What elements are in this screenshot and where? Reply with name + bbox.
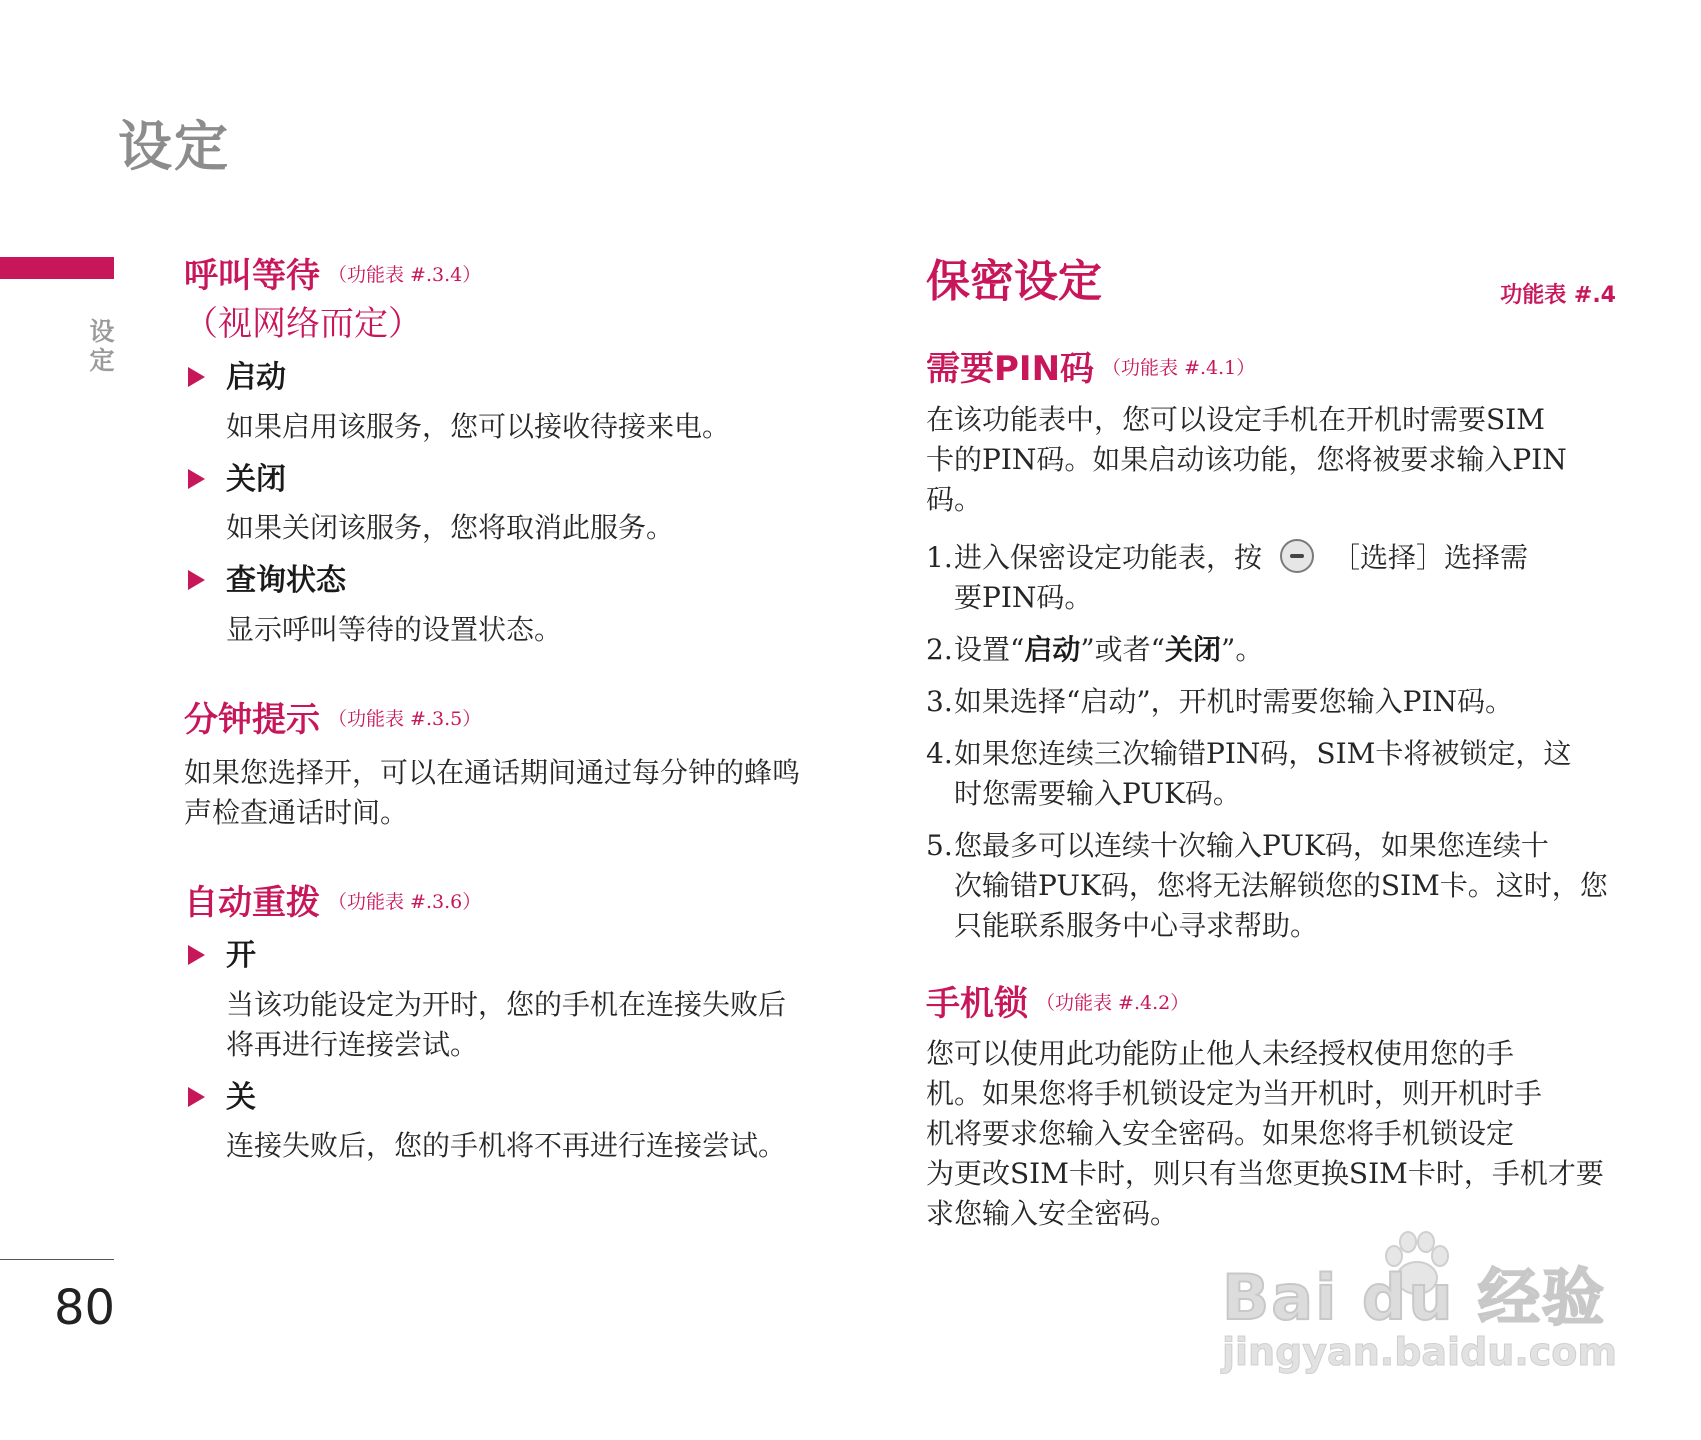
- menu-ref: （功能表 #.3.4）: [328, 264, 482, 286]
- step-text: 要PIN码。: [954, 580, 1093, 614]
- section-security-header: [926, 256, 1616, 309]
- menu-ref: （功能表 #.3.5）: [328, 707, 482, 730]
- menu-ref: （功能表 #.3.6）: [328, 890, 482, 913]
- side-tab-label: 设定: [86, 318, 115, 376]
- heading-title: 手机锁: [926, 983, 1028, 1024]
- section-pin: [926, 349, 1616, 946]
- step-text: 您最多可以连续十次输入PUK码，如果您连续十: [954, 828, 1549, 862]
- heading-title: 呼叫等待: [184, 256, 320, 296]
- heading-title: 需要PIN码: [926, 348, 1095, 389]
- step-bold: 启动: [1024, 632, 1081, 666]
- step-text: 次输错PUK码，您将无法解锁您的SIM卡。这时，您: [954, 868, 1608, 902]
- text-line: 您可以使用此功能防止他人未经授权使用您的手: [926, 1037, 1515, 1071]
- option-label: 启动: [226, 360, 286, 396]
- step-text: 设置“: [954, 632, 1025, 666]
- menu-ref: （功能表 #.4.1）: [1102, 356, 1256, 379]
- text-line: 机将要求您输入安全密码。如果您将手机锁设定: [926, 1117, 1515, 1151]
- section-minute-minder: [184, 700, 864, 833]
- option-description: 如果启用该服务，您可以接收待接来电。: [226, 409, 731, 443]
- baidu-watermark: [1222, 1248, 1622, 1388]
- menu-ref: 功能表 #.4: [1500, 283, 1616, 308]
- text-line: 如果您选择开，可以在通话期间通过每分钟的蜂鸣: [184, 755, 801, 789]
- option-description: [226, 985, 864, 1065]
- text-line: 卡的PIN码。如果启动该功能，您将被要求输入PIN: [926, 442, 1567, 476]
- option-description: [226, 1126, 864, 1166]
- text-line: 声检查通话时间。: [184, 795, 409, 829]
- text-line: 将再进行连接尝试。: [226, 1027, 479, 1061]
- text-line: 码。: [926, 482, 983, 516]
- bullet-triangle-icon: [188, 570, 205, 590]
- bullet-triangle-icon: [188, 945, 205, 965]
- step-bold: 关闭: [1164, 632, 1221, 666]
- text-line: 在该功能表中，您可以设定手机在开机时需要SIM: [926, 402, 1545, 436]
- watermark-brand: Bai du 经验: [1222, 1261, 1607, 1334]
- step-item: [926, 630, 1616, 670]
- section-phone-lock: [926, 984, 1616, 1235]
- text-line: 当该功能设定为开时，您的手机在连接失败后: [226, 987, 787, 1021]
- step-item: [926, 682, 1616, 722]
- bullet-triangle-icon: [188, 1087, 205, 1107]
- step-item: [926, 538, 1616, 618]
- body-paragraph: [184, 753, 864, 833]
- option-label: 关: [226, 1079, 256, 1115]
- right-column: [926, 256, 1616, 1234]
- step-number: 4.: [926, 736, 953, 770]
- page-title: 设定: [118, 115, 230, 178]
- text-line: 求您输入安全密码。: [926, 1197, 1179, 1231]
- option-item: [184, 937, 864, 1065]
- section-heading: [184, 700, 864, 741]
- step-number: 2.: [926, 632, 953, 666]
- chapter-heading: 保密设定: [926, 256, 1102, 307]
- step-list: [926, 538, 1616, 946]
- body-paragraph: [926, 400, 1616, 520]
- section-call-waiting: [184, 256, 864, 650]
- option-item: [184, 359, 864, 447]
- watermark-url: jingyan.baidu.com: [1222, 1330, 1617, 1374]
- step-text: 只能联系服务中心寻求帮助。: [954, 908, 1319, 942]
- step-text: 如果您连续三次输错PIN码，SIM卡将被锁定，这: [954, 736, 1572, 770]
- step-number: 1.: [926, 540, 953, 574]
- option-label: 查询状态: [226, 563, 346, 599]
- page-number-rule: [0, 1259, 114, 1260]
- bullet-triangle-icon: [188, 469, 205, 489]
- option-item: [184, 562, 864, 650]
- step-item: [926, 826, 1616, 946]
- menu-ref: （功能表 #.4.2）: [1036, 991, 1190, 1014]
- section-heading: [184, 256, 864, 297]
- bullet-triangle-icon: [188, 367, 205, 387]
- step-item: [926, 734, 1616, 814]
- step-text: ”或者“: [1080, 632, 1165, 666]
- step-number: 5.: [926, 828, 953, 862]
- option-label: 关闭: [226, 461, 286, 497]
- text-line: 机。如果您将手机锁设定为当开机时，则开机时手: [926, 1077, 1543, 1111]
- option-item: [184, 461, 864, 549]
- step-text: ”。: [1221, 632, 1264, 666]
- step-text: 如果选择“启动”，开机时需要您输入PIN码。: [954, 684, 1514, 718]
- text-line: 为更改SIM卡时，则只有当您更换SIM卡时，手机才要: [926, 1157, 1604, 1191]
- section-auto-redial: [184, 883, 864, 1167]
- step-number: 3.: [926, 684, 953, 718]
- side-accent-bar: [0, 257, 114, 279]
- section-heading: [184, 883, 864, 924]
- step-text: 时您需要输入PUK码。: [954, 776, 1241, 810]
- option-item: [184, 1079, 864, 1167]
- step-text: ［选择］选择需: [1332, 540, 1529, 574]
- page-number: 80: [54, 1280, 116, 1336]
- heading-title: 分钟提示: [184, 699, 320, 740]
- heading-subtitle: （视网络而定）: [184, 303, 422, 344]
- option-description: 如果关闭该服务，您将取消此服务。: [226, 511, 675, 545]
- option-label: 开: [226, 938, 256, 974]
- step-text: 进入保密设定功能表，按: [954, 540, 1263, 574]
- option-description: 显示呼叫等待的设置状态。: [226, 612, 563, 646]
- left-column: [184, 256, 864, 1166]
- center-key-icon: [1280, 539, 1314, 573]
- heading-title: 自动重拨: [184, 882, 320, 923]
- section-heading: [926, 349, 1616, 390]
- text-line: 连接失败后，您的手机将不再进行连接尝试。: [226, 1129, 787, 1163]
- section-heading: [926, 984, 1616, 1025]
- body-paragraph: [926, 1034, 1616, 1234]
